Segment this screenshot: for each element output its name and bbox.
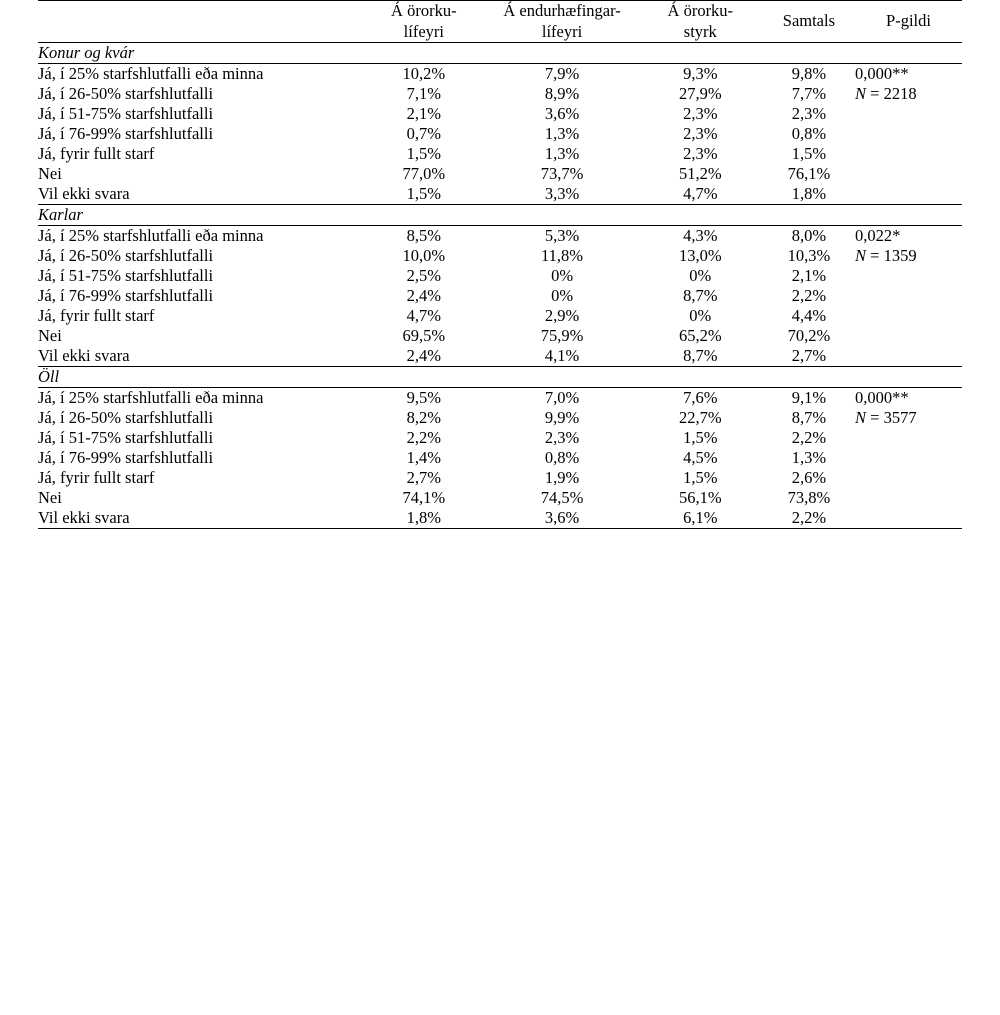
- table-row: [38, 286, 962, 306]
- row-p-value: [855, 144, 962, 164]
- row-value: 0%: [551, 266, 574, 286]
- column-header-4: [763, 1, 855, 43]
- row-value: 73,8%: [787, 488, 831, 508]
- table-row: [38, 346, 962, 367]
- row-value: 1,9%: [544, 468, 580, 488]
- row-p-value: [855, 164, 962, 184]
- column-header-line: lífeyri: [541, 21, 583, 41]
- table-row: [38, 266, 962, 286]
- row-p-value: [855, 488, 962, 508]
- row-label: Já, fyrir fullt starf: [38, 468, 155, 488]
- row-value: 1,3%: [791, 448, 827, 468]
- group-header-row: [38, 43, 962, 64]
- p-value-symbol: N: [855, 246, 867, 266]
- p-value-text: = 2218: [870, 84, 917, 104]
- row-p-value: [855, 468, 962, 488]
- row-p-value: [855, 246, 962, 266]
- column-header-line: Samtals: [782, 11, 836, 31]
- row-value: 3,6%: [544, 104, 580, 124]
- table-row: [38, 448, 962, 468]
- group-header-row: [38, 205, 962, 226]
- row-p-value: [855, 84, 962, 104]
- row-value: 1,8%: [791, 184, 827, 204]
- row-label: Nei: [38, 488, 62, 508]
- group-title: Öll: [38, 367, 962, 388]
- row-value: 0%: [689, 306, 712, 326]
- row-label: Já, í 26-50% starfshlutfalli: [38, 246, 214, 266]
- p-value-text: 0,000**: [855, 388, 909, 408]
- row-value: 0%: [689, 266, 712, 286]
- row-value: 0,7%: [406, 124, 441, 144]
- row-label: Já, fyrir fullt starf: [38, 306, 155, 326]
- row-p-value: [855, 346, 962, 367]
- row-label: Já, í 26-50% starfshlutfalli: [38, 84, 214, 104]
- row-value: 75,9%: [540, 326, 584, 346]
- row-value: 10,2%: [361, 64, 486, 85]
- row-label: Nei: [38, 326, 62, 346]
- row-value: 8,5%: [361, 226, 486, 247]
- row-value: 4,5%: [683, 448, 718, 468]
- row-value: 13,0%: [678, 246, 722, 266]
- row-value: 73,7%: [540, 164, 584, 184]
- header-blank-cell: [38, 1, 361, 43]
- row-value: 1,3%: [544, 144, 580, 164]
- column-header-line: Á örorku-: [667, 1, 734, 20]
- row-label: Vil ekki svara: [38, 346, 130, 366]
- row-value: 4,1%: [544, 346, 580, 366]
- row-label: Já, í 51-75% starfshlutfalli: [38, 266, 214, 286]
- row-value: 2,1%: [406, 104, 441, 124]
- row-value: 27,9%: [678, 84, 722, 104]
- table-row: [38, 508, 962, 529]
- row-label: Já, í 26-50% starfshlutfalli: [38, 408, 214, 428]
- row-value: 2,4%: [406, 346, 441, 366]
- row-value: 2,6%: [791, 468, 827, 488]
- row-value: 77,0%: [402, 164, 446, 184]
- row-value: 10,0%: [402, 246, 446, 266]
- row-value: 69,5%: [402, 326, 446, 346]
- row-value: 8,7%: [791, 408, 827, 428]
- table-row: [38, 84, 962, 104]
- row-value: 3,3%: [544, 184, 580, 204]
- row-value: 2,5%: [406, 266, 441, 286]
- row-value: 5,3%: [486, 226, 638, 247]
- row-value: 2,9%: [544, 306, 580, 326]
- group-header-row: [38, 367, 962, 388]
- row-value: 65,2%: [678, 326, 722, 346]
- row-p-value: [855, 104, 962, 124]
- row-value: 74,5%: [540, 488, 584, 508]
- row-label: Já, í 51-75% starfshlutfalli: [38, 104, 214, 124]
- column-header-line: Á örorku-: [391, 1, 457, 20]
- row-value: 0,8%: [544, 448, 580, 468]
- row-value: 1,5%: [406, 144, 441, 164]
- row-p-value: [855, 124, 962, 144]
- row-value: 8,7%: [683, 346, 718, 366]
- row-value: 6,1%: [638, 508, 763, 529]
- row-value: 74,1%: [402, 488, 446, 508]
- row-label: Já, í 25% starfshlutfalli eða minna: [38, 226, 361, 247]
- row-value: 4,4%: [791, 306, 827, 326]
- row-p-value: [855, 448, 962, 468]
- table-row: [38, 124, 962, 144]
- row-value: 4,3%: [638, 226, 763, 247]
- row-value: 9,1%: [763, 388, 855, 409]
- row-value: 2,2%: [791, 286, 827, 306]
- row-label: Já, í 76-99% starfshlutfalli: [38, 448, 214, 468]
- row-value: 9,5%: [361, 388, 486, 409]
- row-value: 2,4%: [406, 286, 441, 306]
- row-value: 0%: [551, 286, 574, 306]
- table-row: [38, 184, 962, 205]
- row-label: Já, í 76-99% starfshlutfalli: [38, 124, 214, 144]
- row-value: 2,3%: [544, 428, 580, 448]
- row-value: 8,7%: [683, 286, 718, 306]
- row-p-value: [855, 286, 962, 306]
- row-value: 1,4%: [406, 448, 441, 468]
- p-value-text: 0,022*: [855, 226, 901, 246]
- row-p-value: [855, 226, 962, 247]
- row-value: 2,2%: [791, 428, 827, 448]
- row-p-value: [855, 184, 962, 205]
- row-value: 2,3%: [683, 124, 718, 144]
- group-title: Karlar: [38, 205, 962, 226]
- table-body: [38, 1, 962, 529]
- group-title: Konur og kvár: [38, 43, 962, 64]
- table-row: [38, 246, 962, 266]
- table-row: [38, 326, 962, 346]
- row-p-value: [855, 266, 962, 286]
- row-p-value: [855, 408, 962, 428]
- column-header-5: [855, 1, 962, 43]
- row-value: 76,1%: [787, 164, 831, 184]
- table-row: [38, 388, 962, 409]
- row-p-value: [855, 306, 962, 326]
- column-header-3: [638, 1, 763, 43]
- row-value: 7,6%: [638, 388, 763, 409]
- row-value: 2,7%: [791, 346, 827, 366]
- row-value: 11,8%: [541, 246, 584, 266]
- column-header-line: styrk: [683, 21, 717, 41]
- row-label: Nei: [38, 164, 62, 184]
- row-value: 2,3%: [791, 104, 827, 124]
- table-row: [38, 104, 962, 124]
- row-value: 2,1%: [791, 266, 827, 286]
- row-value: 2,3%: [683, 104, 718, 124]
- table-row: [38, 408, 962, 428]
- table-row: [38, 306, 962, 326]
- p-value-text: = 3577: [870, 408, 917, 428]
- row-value: 1,5%: [406, 184, 441, 204]
- statistics-table: [38, 0, 962, 529]
- row-value: 70,2%: [787, 326, 831, 346]
- table-row: [38, 468, 962, 488]
- row-label: Já, í 51-75% starfshlutfalli: [38, 428, 214, 448]
- table-row: [38, 226, 962, 247]
- row-value: 9,8%: [763, 64, 855, 85]
- table-row: [38, 164, 962, 184]
- row-value: 7,7%: [791, 84, 827, 104]
- row-p-value: [855, 388, 962, 409]
- column-header-line: P-gildi: [886, 11, 931, 31]
- row-value: 2,2%: [763, 508, 855, 529]
- row-value: 1,3%: [544, 124, 580, 144]
- row-value: 0,8%: [791, 124, 827, 144]
- p-value-text: = 1359: [870, 246, 917, 266]
- row-value: 2,2%: [406, 428, 441, 448]
- row-value: 56,1%: [678, 488, 722, 508]
- p-value-symbol: N: [855, 84, 867, 104]
- row-value: 7,1%: [406, 84, 441, 104]
- p-value-text: 0,000**: [855, 64, 909, 84]
- row-value: 10,3%: [787, 246, 831, 266]
- column-header-1: [361, 1, 486, 43]
- row-value: 22,7%: [678, 408, 722, 428]
- row-p-value: [855, 508, 962, 529]
- row-value: 7,0%: [486, 388, 638, 409]
- row-value: 9,9%: [544, 408, 580, 428]
- table-row: [38, 144, 962, 164]
- column-header-line: Á endurhæfingar-: [503, 1, 621, 20]
- row-value: 1,5%: [683, 468, 718, 488]
- row-value: 7,9%: [486, 64, 638, 85]
- row-value: 8,2%: [406, 408, 441, 428]
- row-value: 2,7%: [406, 468, 441, 488]
- row-value: 8,9%: [544, 84, 580, 104]
- row-value: 51,2%: [678, 164, 722, 184]
- table-row: [38, 428, 962, 448]
- row-value: 4,7%: [683, 184, 718, 204]
- row-label: Vil ekki svara: [38, 184, 130, 204]
- row-label: Já, í 25% starfshlutfalli eða minna: [38, 388, 361, 409]
- table-header-row: [38, 1, 962, 43]
- row-p-value: [855, 428, 962, 448]
- row-value: 1,8%: [361, 508, 486, 529]
- table-row: [38, 64, 962, 85]
- row-value: 1,5%: [683, 428, 718, 448]
- row-label: Já, í 76-99% starfshlutfalli: [38, 286, 214, 306]
- row-value: 9,3%: [638, 64, 763, 85]
- table-row: [38, 488, 962, 508]
- row-value: 4,7%: [406, 306, 441, 326]
- row-label: Já, fyrir fullt starf: [38, 144, 155, 164]
- row-value: 3,6%: [486, 508, 638, 529]
- row-p-value: [855, 64, 962, 85]
- column-header-2: [486, 1, 638, 43]
- row-p-value: [855, 326, 962, 346]
- row-label: Vil ekki svara: [38, 508, 361, 529]
- row-value: 8,0%: [763, 226, 855, 247]
- row-value: 2,3%: [683, 144, 718, 164]
- column-header-line: lífeyri: [403, 21, 444, 41]
- p-value-symbol: N: [855, 408, 867, 428]
- row-value: 1,5%: [791, 144, 827, 164]
- row-label: Já, í 25% starfshlutfalli eða minna: [38, 64, 361, 85]
